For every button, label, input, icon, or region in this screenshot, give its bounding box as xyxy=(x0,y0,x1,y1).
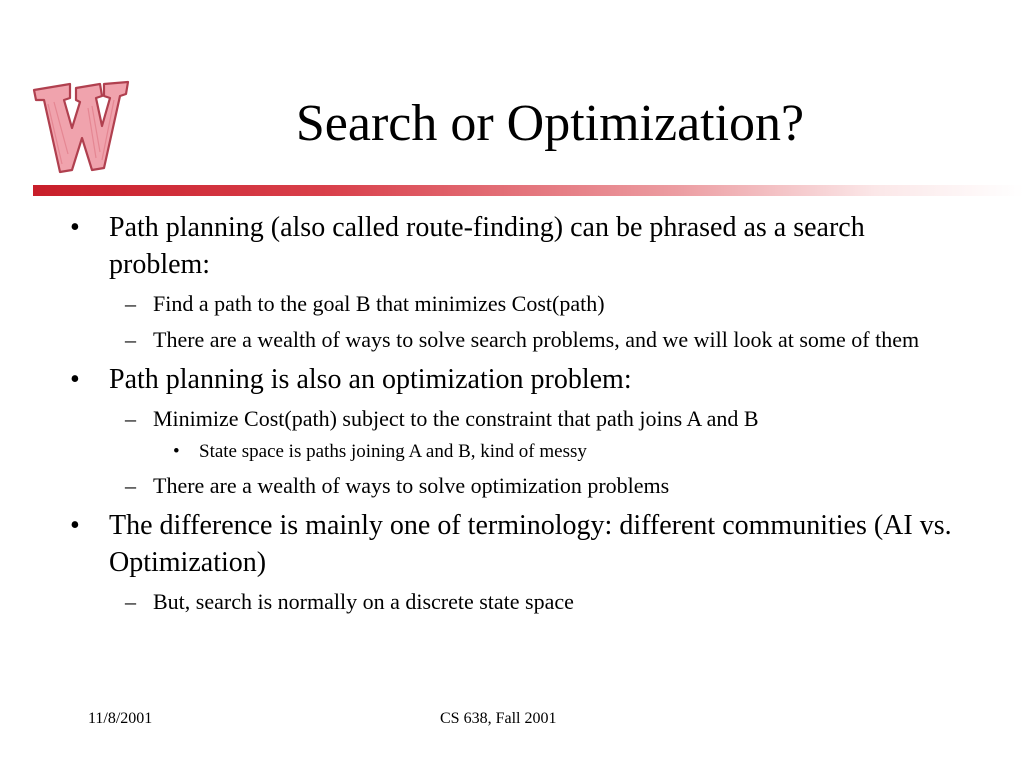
bullet-marker: • xyxy=(70,212,80,243)
footer-course: CS 638, Fall 2001 xyxy=(440,710,557,727)
footer-date: 11/8/2001 xyxy=(88,710,153,727)
bullet-item xyxy=(70,361,970,398)
sub-sub-bullet-text: State space is paths joining A and B, kind of messy xyxy=(199,441,587,462)
dash-marker: – xyxy=(125,589,136,614)
sub-bullet-item xyxy=(70,470,970,501)
dash-marker: – xyxy=(125,327,136,352)
bullet-marker: • xyxy=(173,441,180,462)
bullet-item xyxy=(70,507,970,581)
sub-bullet-item xyxy=(70,403,970,434)
slide-body xyxy=(70,209,970,617)
bullet-item xyxy=(70,209,970,283)
sub-bullet-text: Minimize Cost(path) subject to the constraint that path joins A and B xyxy=(153,406,759,431)
bullet-text: Path planning (also called route-finding) can be phrased as a search problem: xyxy=(109,212,865,280)
title-divider-bar xyxy=(33,185,1024,196)
dash-marker: – xyxy=(125,473,136,498)
dash-marker: – xyxy=(125,406,136,431)
dash-marker: – xyxy=(125,291,136,316)
sub-bullet-item xyxy=(70,586,970,617)
wisconsin-w-logo-icon xyxy=(30,78,130,176)
bullet-marker: • xyxy=(70,510,80,541)
bullet-text: Path planning is also an optimization problem: xyxy=(109,364,632,395)
slide-title: Search or Optimization? xyxy=(295,95,805,152)
sub-sub-bullet-item xyxy=(70,439,970,465)
bullet-text: The difference is mainly one of terminology: different communities (AI vs. Optimization) xyxy=(109,510,952,578)
sub-bullet-text: There are a wealth of ways to solve search problems, and we will look at some of them xyxy=(153,327,920,352)
bullet-marker: • xyxy=(70,364,80,395)
sub-bullet-text: Find a path to the goal B that minimizes Cost(path) xyxy=(153,291,605,316)
sub-bullet-text: There are a wealth of ways to solve optimization problems xyxy=(153,473,670,498)
sub-bullet-item xyxy=(70,324,970,355)
sub-bullet-text: But, search is normally on a discrete state space xyxy=(153,589,574,614)
sub-bullet-item xyxy=(70,288,970,319)
